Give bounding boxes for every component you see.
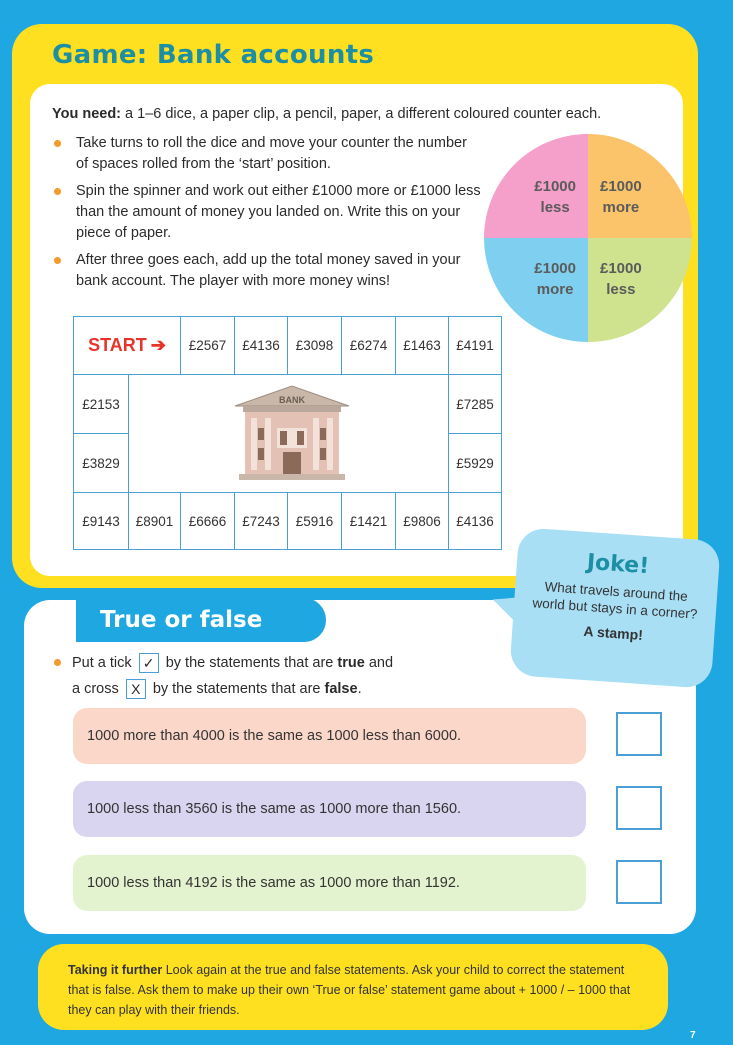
joke-answer: A stamp! [583,622,644,643]
taking-it-further-box [38,944,668,1030]
cross-icon: X [126,679,146,699]
board-start-cell: START ➔ [73,316,181,375]
joke-title: Joke! [586,549,650,580]
board-cell: £6666 [180,492,235,550]
board-cell: £4136 [234,316,288,375]
board-cell: £4191 [448,316,502,375]
page-number: 7 [690,1030,696,1041]
joke-question: What travels around the world but stays in a corner? [532,579,698,622]
answer-box-1[interactable] [616,712,662,756]
statement-1: 1000 more than 4000 is the same as 1000 less than 6000. [73,708,586,764]
bullet-dot-icon [54,140,61,147]
further-text: Look again at the true and false statements. Ask your child to correct the statement that is false. Ask them to make up their own ‘True or false’ statement game about + 1000 / – 1000 that they can play with their friends. [68,963,631,1017]
arrow-right-icon: ➔ [150,335,166,355]
true-false-title: True or false [76,598,326,642]
bank-building-icon [231,384,353,482]
board-cell: £2567 [180,316,235,375]
board-cell: £1421 [341,492,396,550]
answer-box-2[interactable] [616,786,662,830]
board-cell: £7243 [234,492,288,550]
board-cell: £8901 [128,492,181,550]
you-need-text: a 1–6 dice, a paper clip, a pencil, paper, a different coloured counter each. [121,106,602,122]
board-cell: £3098 [287,316,342,375]
game-rule: Take turns to roll the dice and move your counter the number of spaces rolled from the ‘start’ position. [52,133,482,175]
board-cell: £9143 [73,492,129,550]
game-rule: After three goes each, add up the total money saved in your bank account. The player with more money wins! [52,250,482,292]
game-title: Game: Bank accounts [52,40,375,70]
board-cell: £5929 [448,433,502,493]
true-false-instructions: Put a tick ✓ by the statements that are true and a cross X by the statements that are false. [52,650,492,702]
bullet-dot-icon [54,188,61,195]
board-cell: £5916 [287,492,342,550]
statement-2: 1000 less than 3560 is the same as 1000 more than 1560. [73,781,586,837]
tick-icon: ✓ [139,653,159,673]
game-rule: Spin the spinner and work out either £1000 more or £1000 less than the amount of money you landed on. Write this on your piece of paper. [52,181,482,244]
board-cell: £7285 [448,374,502,434]
further-label: Taking it further [68,963,163,977]
you-need-line [52,106,601,122]
spinner-segment: £1000 more [588,134,692,238]
spinner-segment: £1000 more [484,238,588,342]
board-cell: £1463 [395,316,449,375]
bullet-dot-icon [54,257,61,264]
spinner [484,134,692,342]
joke-bubble [509,527,721,689]
game-rules-list [52,133,482,298]
statement-3: 1000 less than 4192 is the same as 1000 more than 1192. [73,855,586,911]
spinner-segment: £1000 less [588,238,692,342]
bullet-dot-icon [54,659,61,666]
board-cell: £3829 [73,433,129,493]
board-cell: £9806 [395,492,449,550]
you-need-label: You need: [52,106,122,122]
bank-sign: BANK [279,395,305,405]
board-cell: £6274 [341,316,396,375]
board-cell: £2153 [73,374,129,434]
spinner-segment: £1000 less [484,134,588,238]
board-cell: £4136 [448,492,502,550]
answer-box-3[interactable] [616,860,662,904]
